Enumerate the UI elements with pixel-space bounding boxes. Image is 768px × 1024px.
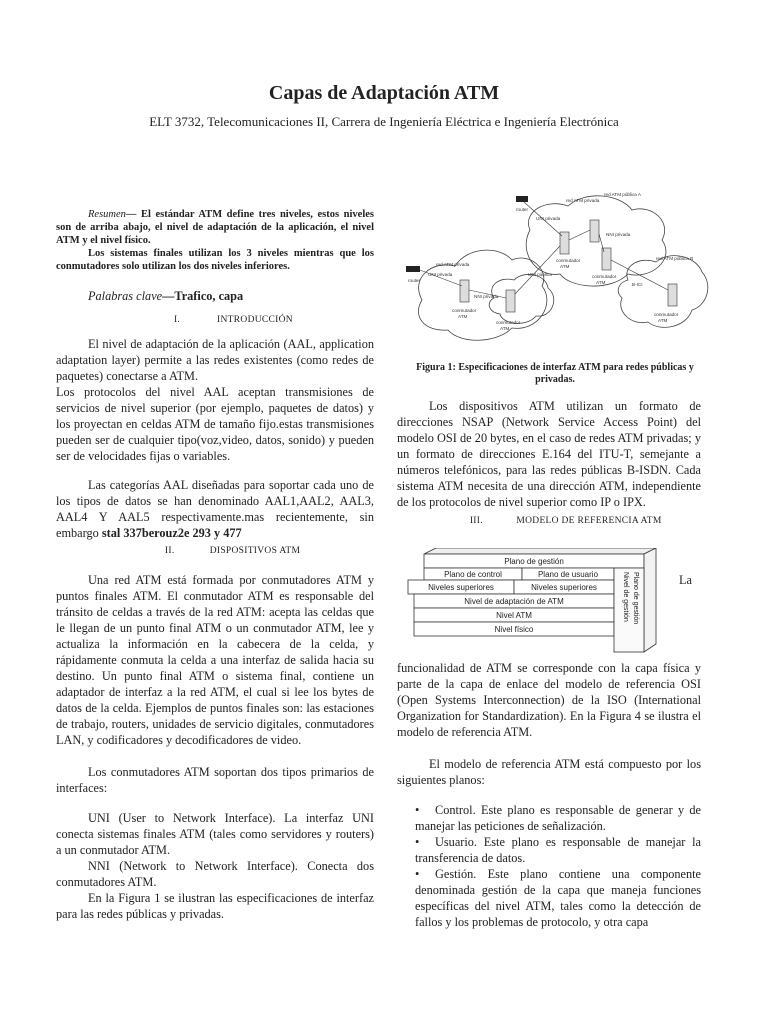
label-plano-gestion: Plano de gestión bbox=[504, 557, 564, 566]
label-plano-usuario: Plano de usuario bbox=[537, 570, 599, 579]
label-conmutador-1: conmutador bbox=[556, 258, 581, 263]
section-1-title: INTRODUCCIÓN bbox=[217, 315, 293, 325]
devices-paragraph-2: Los conmutadores ATM soportan dos tipos primarios de interfaces: bbox=[56, 765, 374, 795]
figure-1-network-diagram bbox=[400, 190, 710, 358]
label-uni-publica: UNI pública bbox=[528, 272, 552, 277]
label-nivel-gestion: Nivel de gestión bbox=[622, 572, 629, 622]
section-3-heading bbox=[397, 516, 701, 526]
right-paragraph-2: funcionalidad de ATM se corresponde con la capa física y parte de la capa de enlace del modelo de referencia OSI (Open Systems Interconnection) de la ISO (International Organization for Standardization). En la Figura 4 se ilustra el modelo de referencia ATM. bbox=[397, 661, 701, 739]
label-nivel-fisico: Nivel físico bbox=[494, 625, 534, 634]
right-body-2 bbox=[397, 660, 701, 930]
devices-paragraph-5: En la Figura 1 se ilustran las especificaciones de interfaz para las redes públicas y privadas. bbox=[56, 891, 374, 921]
bullet-mark: • bbox=[415, 835, 420, 849]
label-conmutador-4: conmutador bbox=[496, 320, 521, 325]
label-atm-5: ATM bbox=[658, 318, 668, 323]
switch-icon bbox=[506, 290, 515, 312]
router-icon bbox=[406, 266, 420, 272]
section-1-number: I. bbox=[173, 315, 181, 325]
intro-paragraph-3: Las categorías AAL diseñadas para soportar cada uno de los tipos de datos se han denominado AAL1,AAL2, AAL3, AAL4 Y AAL5 respectivamente.mas recientemente, sin embargo stal 337berouz2e 293 y 477 bbox=[56, 478, 374, 540]
bullet-gestion: • Gestión. Este plano contiene una componente denominada gestión de la capa que maneja funciones específicas del nivel ATM, tales como la detección de fallos y los problemas de protocolo, y otra capa bbox=[397, 866, 701, 930]
figure-1-caption: Figura 1: Especificaciones de interfaz ATM para redes públicas y privadas. bbox=[416, 362, 694, 385]
section-2-title: DISPOSITIVOS ATM bbox=[209, 546, 301, 556]
paper-authors: ELT 3732, Telecomunicaciones II, Carrera de Ingeniería Eléctrica e Ingeniería Electrónica bbox=[149, 114, 619, 129]
label-uni-privada-2: UNI privada bbox=[428, 272, 453, 277]
label-niveles-superiores-2: Niveles superiores bbox=[531, 583, 597, 592]
label-atm-1: ATM bbox=[560, 264, 570, 269]
intro-paragraph-1: El nivel de adaptación de la aplicación (AAL, application adaptation layer) permite a las redes existentes (como redes de paquetes) conectarse a ATM. bbox=[56, 337, 374, 383]
bullet-mark: • bbox=[415, 803, 420, 817]
bullet-mark: • bbox=[415, 867, 420, 881]
keywords-text: —Trafico, capa bbox=[162, 289, 244, 303]
devices-body bbox=[56, 572, 374, 922]
paper-title: Capas de Adaptación ATM bbox=[268, 82, 500, 104]
devices-paragraph-1: Una red ATM está formada por conmutadores ATM y puntos finales ATM. El conmutador ATM es responsable del tránsito de celdas a través de la red ATM: acepta las celdas que le llegan de un punto final ATM o un conmutador ATM, lee y actualiza la información en la cabecera de la celda, y rápidamente conmuta la celda a una interfaz de salida hacia su destino. Un punto final ATM o sistema final, contiene un adaptador de interfaz a la red ATM, el cual si lee los bytes de datos de la celda. Ejemplos de puntos finales son: las estaciones de trabajo, routers, unidades de servicio digitales, conmutadores LAN, y codificadores y decodificadores de video. bbox=[56, 573, 374, 747]
label-nivel-atm: Nivel ATM bbox=[496, 611, 532, 620]
label-router-1: router bbox=[516, 207, 529, 212]
label-niveles-superiores-1: Niveles superiores bbox=[428, 583, 494, 592]
label-atm-2: ATM bbox=[596, 280, 606, 285]
label-b-ici: B-ICI bbox=[632, 282, 643, 287]
abstract-text: — El estándar ATM define tres niveles, estos niveles son de arriba abajo, el nivel de adaptación de la aplicación, el nivel ATM y el nivel físico. bbox=[56, 209, 374, 246]
intro-paragraph-2: Los protocolos del nivel AAL aceptan transmisiones de servicios de nivel superior (por ejemplo, paquetes de datos) y los proyectan en celdas ATM de tamaño fijo.estas transmisiones pueden ser de cualquier tipo(voz,video, datos, sonido) y pueden ser de velocidades fijas o variables. bbox=[56, 385, 374, 463]
keywords-label: Palabras clave bbox=[88, 289, 163, 303]
switch-icon bbox=[460, 280, 469, 302]
right-paragraph-3: El modelo de referencia ATM está compuesto por los siguientes planos: bbox=[397, 757, 701, 787]
label-router-2: router bbox=[408, 278, 421, 283]
devices-paragraph-4: NNI (Network to Network Interface). Conecta dos conmutadores ATM. bbox=[56, 859, 374, 889]
figure-atm-reference-model bbox=[404, 548, 672, 660]
section-3-number: III. bbox=[469, 516, 483, 526]
devices-paragraph-3: UNI (User to Network Interface). La interfaz UNI conecta sistemas finales ATM (tales como servidores y routers) a un conmutador ATM. bbox=[56, 811, 374, 857]
switch-icon bbox=[602, 248, 611, 270]
section-2-heading bbox=[56, 546, 374, 556]
label-conmutador-2: conmutador bbox=[592, 274, 617, 279]
section-2-number: II. bbox=[164, 546, 175, 556]
right-paragraph-1: Los dispositivos ATM utilizan un formato de direcciones NSAP (Network Service Access Point) del modelo OSI de 20 bytes, en el caso de redes ATM privadas; y un formato de direcciones E.164 del ITU-T, semejante a números telefónicos, para las redes públicas B-ISDN. Cada sistema ATM necesita de una dirección ATM, independiente de los protocolos de nivel superior como IP o IPX. bbox=[397, 399, 701, 509]
router-icon bbox=[516, 196, 528, 202]
section-1-heading bbox=[56, 315, 374, 325]
label-red-publica-b: red ATM pública B bbox=[656, 256, 694, 261]
switch-icon bbox=[668, 284, 677, 306]
abstract-text-2: Los sistemas finales utilizan los 3 niveles mientras que los conmutadores solo utilizan los dos niveles inferiores. bbox=[56, 248, 374, 272]
label-conmutador-5: conmutador bbox=[654, 312, 679, 317]
abstract bbox=[56, 208, 374, 273]
label-nivel-adaptacion: Nivel de adaptación de ATM bbox=[464, 597, 564, 606]
keywords bbox=[56, 288, 374, 304]
intro-citation: stal 337berouz2e 293 y 477 bbox=[101, 526, 242, 540]
label-plano-control: Plano de control bbox=[444, 570, 502, 579]
label-nni-privada-2: NNI privada bbox=[474, 294, 499, 299]
abstract-label: Resumen bbox=[88, 209, 126, 220]
label-red-privada-1: red ATM privada bbox=[566, 198, 600, 203]
intro-body bbox=[56, 336, 374, 541]
label-red-publica-a: red ATM pública A bbox=[604, 192, 641, 197]
cloud-red-privada-2 bbox=[489, 274, 554, 323]
label-uni-privada-1: UNI privada bbox=[536, 216, 561, 221]
label-conmutador-3: conmutador bbox=[452, 308, 477, 313]
label-plano-gestion-side: Plano de gestión bbox=[632, 572, 639, 625]
label-red-privada-2: red ATM privada bbox=[436, 262, 470, 267]
switch-icon bbox=[590, 220, 599, 242]
label-atm-4: ATM bbox=[500, 326, 510, 331]
label-nni-privada-1: NNI privada bbox=[606, 232, 631, 237]
section-3-title: MODELO DE REFERENCIA ATM bbox=[516, 516, 662, 526]
right-word-la: La bbox=[679, 573, 692, 587]
bullet-usuario: • Usuario. Este plano es responsable de manejar la transferencia de datos. bbox=[397, 834, 701, 866]
bullet-control: • Control. Este plano es responsable de generar y de manejar las peticiones de señalización. bbox=[397, 802, 701, 834]
label-atm-3: ATM bbox=[458, 314, 468, 319]
